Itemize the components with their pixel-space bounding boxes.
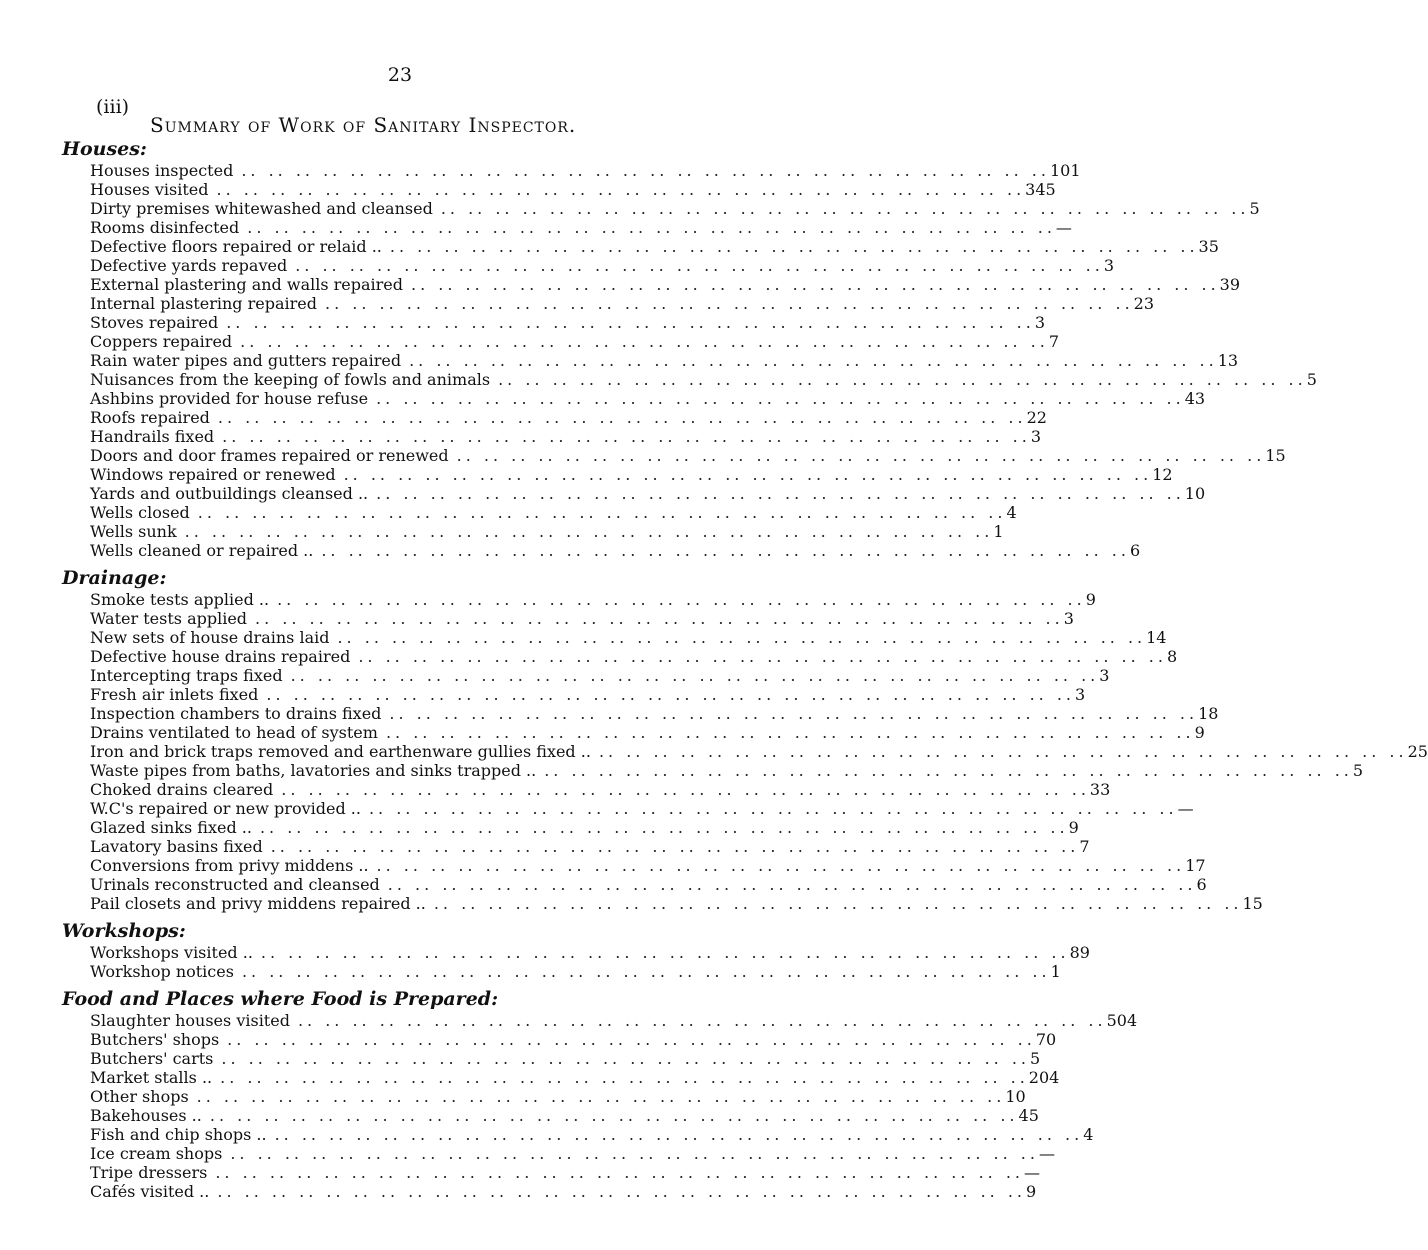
table-row (90, 218, 1072, 237)
dot-leader: .. .. .. .. .. .. .. .. .. .. .. .. .. .. .. .. .. .. .. .. .. .. .. .. .. .. .. .. .. .. (197, 503, 1007, 522)
dot-leader: .. .. .. .. .. .. .. .. .. .. .. .. .. .. .. .. .. .. .. .. .. .. .. .. .. .. .. .. .. .. (498, 370, 1307, 389)
group-heading: Drainage: (62, 567, 167, 589)
row-label: Wells sunk (90, 522, 177, 541)
table-row (90, 275, 1241, 294)
dot-leader: .. .. .. .. .. .. .. .. .. .. .. .. .. .. .. .. .. .. .. .. .. .. .. .. .. .. .. .. .. .. (295, 256, 1104, 275)
dot-leader: .. .. .. .. .. .. .. .. .. .. .. .. .. .. .. .. .. .. .. .. .. .. .. .. .. .. .. .. .. .. (385, 723, 1195, 742)
table-row (90, 180, 1056, 199)
dot-leader: .. .. .. .. .. .. .. .. .. .. .. .. .. .. .. .. .. .. .. .. .. .. .. .. .. .. .. .. .. .. (281, 780, 1090, 799)
row-value: 3 (1103, 256, 1115, 275)
row-value: 6 (1129, 541, 1141, 560)
row-value: 23 (1133, 294, 1155, 313)
table-row (90, 647, 1178, 666)
dot-leader: .. .. .. .. .. .. .. .. .. .. .. .. .. .. .. .. .. .. .. .. .. .. .. .. .. .. .. .. .. .. (544, 761, 1353, 780)
row-label: Bakehouses .. (90, 1106, 202, 1125)
row-value: 14 (1146, 628, 1167, 647)
summary-content (62, 137, 1428, 1201)
table-row (90, 943, 1090, 962)
table-row (90, 704, 1219, 723)
row-value: 5 (1306, 370, 1317, 389)
table-row (90, 1030, 1057, 1049)
group-heading: Food and Places where Food is Prepared: (62, 988, 499, 1010)
table-row (90, 799, 1194, 818)
dot-leader: .. .. .. .. .. .. .. .. .. .. .. .. .. .. .. .. .. .. .. .. .. .. .. .. .. .. .. .. .. .. (376, 389, 1185, 408)
row-label: Tripe dressers (90, 1163, 208, 1182)
dot-leader: .. .. .. .. .. .. .. .. .. .. .. .. .. .. .. .. .. .. .. .. .. .. .. .. .. .. .. .. .. .. (277, 590, 1086, 609)
dot-leader: .. .. .. .. .. .. .. .. .. .. .. .. .. .. .. .. .. .. .. .. .. .. .. .. .. .. .. .. .. .. (456, 446, 1266, 465)
dot-leader: .. .. .. .. .. .. .. .. .. .. .. .. .. .. .. .. .. .. .. .. .. .. .. .. .. .. .. .. .. .. (358, 647, 1167, 666)
dot-leader: .. .. .. .. .. .. .. .. .. .. .. .. .. .. .. .. .. .. .. .. .. .. .. .. .. .. .. .. .. .. (215, 1163, 1024, 1182)
row-value: — (1055, 218, 1072, 237)
table-row (90, 628, 1167, 647)
row-label: Fresh air inlets fixed (90, 685, 259, 704)
row-value: 6 (1196, 875, 1207, 894)
dot-leader: .. .. .. .. .. .. .. .. .. .. .. .. .. .. .. .. .. .. .. .. .. .. .. .. .. .. .. .. .. .. (433, 894, 1243, 913)
dot-leader: .. .. .. .. .. .. .. .. .. .. .. .. .. .. .. .. .. .. .. .. .. .. .. .. .. .. .. .. .. .. (241, 962, 1051, 981)
table-row (90, 503, 1017, 522)
table-row (90, 894, 1263, 913)
dot-leader: .. .. .. .. .. .. .. .. .. .. .. .. .. .. .. .. .. .. .. .. .. .. .. .. .. .. .. .. .. .. (259, 818, 1069, 837)
row-value: 4 (1083, 1125, 1094, 1144)
dot-leader: .. .. .. .. .. .. .. .. .. .. .. .. .. .. .. .. .. .. .. .. .. .. .. .. .. .. .. .. .. .. (260, 943, 1070, 962)
row-label: Houses inspected (90, 161, 234, 180)
table-row (90, 237, 1219, 256)
dot-leader: .. .. .. .. .. .. .. .. .. .. .. .. .. .. .. .. .. .. .. .. .. .. .. .. .. .. .. .. .. .. (226, 313, 1035, 332)
row-value: 5 (1030, 1049, 1041, 1068)
dot-leader: .. .. .. .. .. .. .. .. .. .. .. .. .. .. .. .. .. .. .. .. .. .. .. .. .. .. .. .. .. .. (270, 837, 1080, 856)
dot-leader: .. .. .. .. .. .. .. .. .. .. .. .. .. .. .. .. .. .. .. .. .. .. .. .. .. .. .. .. .. .. (209, 1106, 1019, 1125)
row-label: Water tests applied (90, 609, 248, 628)
row-label: Butchers' carts (90, 1049, 214, 1068)
row-value: 17 (1185, 856, 1206, 875)
group-heading: Houses: (62, 138, 147, 160)
dot-leader: .. .. .. .. .. .. .. .. .. .. .. .. .. .. .. .. .. .. .. .. .. .. .. .. .. .. .. .. .. .. (343, 465, 1153, 484)
row-label: New sets of house drains laid (90, 628, 330, 647)
row-value: — (1038, 1144, 1055, 1163)
row-value: 22 (1026, 408, 1047, 427)
row-value: — (1024, 1163, 1040, 1182)
row-label: Slaughter houses visited (90, 1011, 290, 1030)
dot-leader: .. .. .. .. .. .. .. .. .. .. .. .. .. .. .. .. .. .. .. .. .. .. .. .. .. .. .. .. .. .. (220, 1068, 1029, 1087)
dot-leader: .. .. .. .. .. .. .. .. .. .. .. .. .. .. .. .. .. .. .. .. .. .. .. .. .. .. .. .. .. .. (241, 161, 1050, 180)
row-label: Glazed sinks fixed .. (90, 818, 252, 837)
row-label: Drains ventilated to head of system (90, 723, 378, 742)
table-row (90, 780, 1111, 799)
row-value: 3 (1030, 427, 1042, 446)
row-label: Defective floors repaired or relaid .. (90, 237, 382, 256)
table-row (90, 370, 1317, 389)
row-value: 5 (1249, 199, 1260, 218)
row-value: 13 (1217, 351, 1239, 370)
dot-leader: .. .. .. .. .. .. .. .. .. .. .. .. .. .. .. .. .. .. .. .. .. .. .. .. .. .. .. .. .. .. (184, 522, 994, 541)
table-row (90, 761, 1364, 780)
dot-leader: .. .. .. .. .. .. .. .. .. .. .. .. .. .. .. .. .. .. .. .. .. .. .. .. .. .. .. .. .. .. (368, 799, 1178, 818)
row-value: 8 (1166, 647, 1178, 666)
table-row (90, 962, 1061, 981)
row-label: Rain water pipes and gutters repaired (90, 351, 402, 370)
row-label: Workshops visited .. (90, 943, 253, 962)
row-value: 3 (1099, 666, 1110, 685)
row-label: Fish and chip shops .. (90, 1125, 267, 1144)
row-label: Stoves repaired (90, 313, 219, 332)
table-row (90, 1087, 1026, 1106)
row-value: 45 (1018, 1106, 1039, 1125)
row-label: Intercepting traps fixed (90, 666, 283, 685)
row-label: Wells cleaned or repaired .. (90, 541, 314, 560)
row-value: 1 (993, 522, 1004, 541)
table-row (90, 1163, 1040, 1182)
summary-title: Summary of Work of Sanitary Inspector. (150, 113, 577, 137)
row-label: Ice cream shops (90, 1144, 223, 1163)
dot-leader: .. .. .. .. .. .. .. .. .. .. .. .. .. .. .. .. .. .. .. .. .. .. .. .. .. .. .. .. .. .. (217, 1182, 1027, 1201)
row-value: 12 (1152, 465, 1173, 484)
dot-leader: .. .. .. .. .. .. .. .. .. .. .. .. .. .. .. .. .. .. .. .. .. .. .. .. .. .. .. .. .. .. (216, 180, 1026, 199)
row-label: Urinals reconstructed and cleansed (90, 875, 380, 894)
dot-leader: .. .. .. .. .. .. .. .. .. .. .. .. .. .. .. .. .. .. .. .. .. .. .. .. .. .. .. .. .. .. (321, 541, 1130, 560)
table-row (90, 1182, 1037, 1201)
row-label: W.C's repaired or new provided .. (90, 799, 361, 818)
dot-leader: .. .. .. .. .. .. .. .. .. .. .. .. .. .. .. .. .. .. .. .. .. .. .. .. .. .. .. .. .. .. (266, 685, 1076, 704)
table-row (90, 590, 1096, 609)
row-label: Rooms disinfected (90, 218, 240, 237)
dot-leader: .. .. .. .. .. .. .. .. .. .. .. .. .. .. .. .. .. .. .. .. .. .. .. .. .. .. .. .. .. .. (325, 294, 1134, 313)
row-value: 18 (1198, 704, 1219, 723)
row-label: Doors and door frames repaired or renewed (90, 446, 449, 465)
dot-leader: .. .. .. .. .. .. .. .. .. .. .. .. .. .. .. .. .. .. .. .. .. .. .. .. .. .. .. .. .. .. (274, 1125, 1084, 1144)
dot-leader: .. .. .. .. .. .. .. .. .. .. .. .. .. .. .. .. .. .. .. .. .. .. .. .. .. .. .. .. .. .. (376, 856, 1186, 875)
row-label: Other shops (90, 1087, 189, 1106)
table-row (90, 685, 1086, 704)
row-label: Butchers' shops (90, 1030, 220, 1049)
row-value: 3 (1034, 313, 1046, 332)
table-row (90, 313, 1046, 332)
dot-leader: .. .. .. .. .. .. .. .. .. .. .. .. .. .. .. .. .. .. .. .. .. .. .. .. .. .. .. .. .. .. (387, 875, 1197, 894)
row-value: 345 (1025, 180, 1056, 199)
dot-leader: .. .. .. .. .. .. .. .. .. .. .. .. .. .. .. .. .. .. .. .. .. .. .. .. .. .. .. .. .. .. (389, 237, 1199, 256)
row-label: Waste pipes from baths, lavatories and sinks trapped .. (90, 761, 537, 780)
row-value: 9 (1068, 818, 1079, 837)
row-value: 39 (1219, 275, 1241, 294)
table-row (90, 856, 1206, 875)
table-row (90, 161, 1081, 180)
row-label: Coppers repaired (90, 332, 233, 351)
table-row (90, 522, 1004, 541)
dot-leader: .. .. .. .. .. .. .. .. .. .. .. .. .. .. .. .. .. .. .. .. .. .. .. .. .. .. .. .. .. .. (240, 332, 1049, 351)
row-label: Market stalls .. (90, 1068, 213, 1087)
table-row (90, 465, 1173, 484)
row-value: 1 (1050, 962, 1061, 981)
row-label: Houses visited (90, 180, 209, 199)
row-value: 4 (1006, 503, 1017, 522)
page-number: 23 (387, 64, 413, 86)
dot-leader: .. .. .. .. .. .. .. .. .. .. .. .. .. .. .. .. .. .. .. .. .. .. .. .. .. .. .. .. .. .. (217, 408, 1027, 427)
row-value: 10 (1184, 484, 1206, 503)
row-value: 3 (1075, 685, 1086, 704)
dot-leader: .. .. .. .. .. .. .. .. .. .. .. .. .. .. .. .. .. .. .. .. .. .. .. .. .. .. .. .. .. .. (227, 1030, 1036, 1049)
dot-leader: .. .. .. .. .. .. .. .. .. .. .. .. .. .. .. .. .. .. .. .. .. .. .. .. .. .. .. .. .. .. (221, 1049, 1031, 1068)
row-label: Pail closets and privy middens repaired .. (90, 894, 426, 913)
row-value: 101 (1049, 161, 1081, 180)
row-value: 15 (1265, 446, 1286, 465)
row-label: Choked drains cleared (90, 780, 274, 799)
dot-leader: .. .. .. .. .. .. .. .. .. .. .. .. .. .. .. .. .. .. .. .. .. .. .. .. .. .. .. .. .. .. (196, 1087, 1006, 1106)
row-value: 9 (1085, 590, 1096, 609)
table-row (90, 199, 1260, 218)
row-label: Internal plastering repaired (90, 294, 317, 313)
table-row (90, 1068, 1060, 1087)
table-row (90, 446, 1286, 465)
dot-leader: .. .. .. .. .. .. .. .. .. .. .. .. .. .. .. .. .. .. .. .. .. .. .. .. .. .. .. .. .. .. (409, 351, 1218, 370)
row-label: Lavatory basins fixed (90, 837, 263, 856)
row-label: Defective house drains repaired (90, 647, 351, 666)
row-label: Windows repaired or renewed (90, 465, 336, 484)
row-value: 7 (1079, 837, 1090, 856)
dot-leader: .. .. .. .. .. .. .. .. .. .. .. .. .. .. .. .. .. .. .. .. .. .. .. .. .. .. .. .. .. .. (411, 275, 1220, 294)
table-row (90, 818, 1079, 837)
dot-leader: .. .. .. .. .. .. .. .. .. .. .. .. .. .. .. .. .. .. .. .. .. .. .. .. .. .. .. .. .. .. (290, 666, 1100, 685)
table-row (90, 1106, 1039, 1125)
table-row (90, 1125, 1094, 1144)
row-label: Yards and outbuildings cleansed .. (90, 484, 369, 503)
dot-leader: .. .. .. .. .. .. .. .. .. .. .. .. .. .. .. .. .. .. .. .. .. .. .. .. .. .. .. .. .. .. (255, 609, 1064, 628)
row-label: Roofs repaired (90, 408, 210, 427)
table-row (90, 875, 1207, 894)
row-label: Inspection chambers to drains fixed (90, 704, 382, 723)
dot-leader: .. .. .. .. .. .. .. .. .. .. .. .. .. .. .. .. .. .. .. .. .. .. .. .. .. .. .. .. .. .. (230, 1144, 1039, 1163)
row-value: 3 (1063, 609, 1074, 628)
row-value: — (1177, 799, 1194, 818)
row-value: 7 (1048, 332, 1059, 351)
row-value: 33 (1089, 780, 1111, 799)
row-label: Workshop notices (90, 962, 234, 981)
row-value: 89 (1069, 943, 1090, 962)
table-row (90, 742, 1428, 761)
table-row (90, 427, 1042, 446)
row-label: Nuisances from the keeping of fowls and animals (90, 370, 491, 389)
table-row (90, 351, 1239, 370)
row-value: 9 (1194, 723, 1205, 742)
dot-leader: .. .. .. .. .. .. .. .. .. .. .. .. .. .. .. .. .. .. .. .. .. .. .. .. .. .. .. .. .. .. (222, 427, 1031, 446)
row-label: Defective yards repaved (90, 256, 288, 275)
table-row (90, 484, 1206, 503)
table-row (90, 1049, 1041, 1068)
row-value: 43 (1184, 389, 1206, 408)
row-value: 9 (1026, 1182, 1037, 1201)
row-label: Handrails fixed (90, 427, 215, 446)
row-value: 15 (1242, 894, 1263, 913)
row-value: 10 (1005, 1087, 1026, 1106)
row-label: Ashbins provided for house refuse (90, 389, 369, 408)
dot-leader: .. .. .. .. .. .. .. .. .. .. .. .. .. .. .. .. .. .. .. .. .. .. .. .. .. .. .. .. .. .. (440, 199, 1250, 218)
row-label: Wells closed (90, 503, 190, 522)
row-value: 70 (1035, 1030, 1057, 1049)
table-row (90, 837, 1090, 856)
table-row (90, 389, 1206, 408)
row-value: 504 (1106, 1011, 1138, 1030)
table-row (90, 666, 1110, 685)
table-row (90, 256, 1115, 275)
dot-leader: .. .. .. .. .. .. .. .. .. .. .. .. .. .. .. .. .. .. .. .. .. .. .. .. .. .. .. .. .. .. (389, 704, 1199, 723)
table-row (90, 332, 1059, 351)
row-label: Cafés visited .. (90, 1182, 210, 1201)
table-row (90, 1144, 1055, 1163)
row-label: Smoke tests applied .. (90, 590, 270, 609)
table-row (90, 1011, 1138, 1030)
row-value: 204 (1028, 1068, 1060, 1087)
dot-leader: .. .. .. .. .. .. .. .. .. .. .. .. .. .. .. .. .. .. .. .. .. .. .. .. .. .. .. .. .. .. (598, 742, 1408, 761)
table-row (90, 294, 1155, 313)
row-label: Iron and brick traps removed and earthenware gullies fixed .. (90, 742, 591, 761)
table-row (90, 541, 1141, 560)
row-label: Conversions from privy middens .. (90, 856, 369, 875)
row-label: External plastering and walls repaired (90, 275, 404, 294)
row-value: 35 (1198, 237, 1219, 256)
row-value: 5 (1352, 761, 1364, 780)
table-row (90, 723, 1205, 742)
dot-leader: .. .. .. .. .. .. .. .. .. .. .. .. .. .. .. .. .. .. .. .. .. .. .. .. .. .. .. .. .. .. (337, 628, 1147, 647)
row-label: Dirty premises whitewashed and cleansed (90, 199, 433, 218)
table-row (90, 609, 1074, 628)
dot-leader: .. .. .. .. .. .. .. .. .. .. .. .. .. .. .. .. .. .. .. .. .. .. .. .. .. .. .. .. .. .. (297, 1011, 1107, 1030)
row-value: 25 (1407, 742, 1428, 761)
table-row (90, 408, 1047, 427)
group-heading: Workshops: (62, 920, 186, 942)
section-label: (iii) (96, 96, 130, 118)
dot-leader: .. .. .. .. .. .. .. .. .. .. .. .. .. .. .. .. .. .. .. .. .. .. .. .. .. .. .. .. .. .. (376, 484, 1185, 503)
dot-leader: .. .. .. .. .. .. .. .. .. .. .. .. .. .. .. .. .. .. .. .. .. .. .. .. .. .. .. .. .. .. (247, 218, 1056, 237)
